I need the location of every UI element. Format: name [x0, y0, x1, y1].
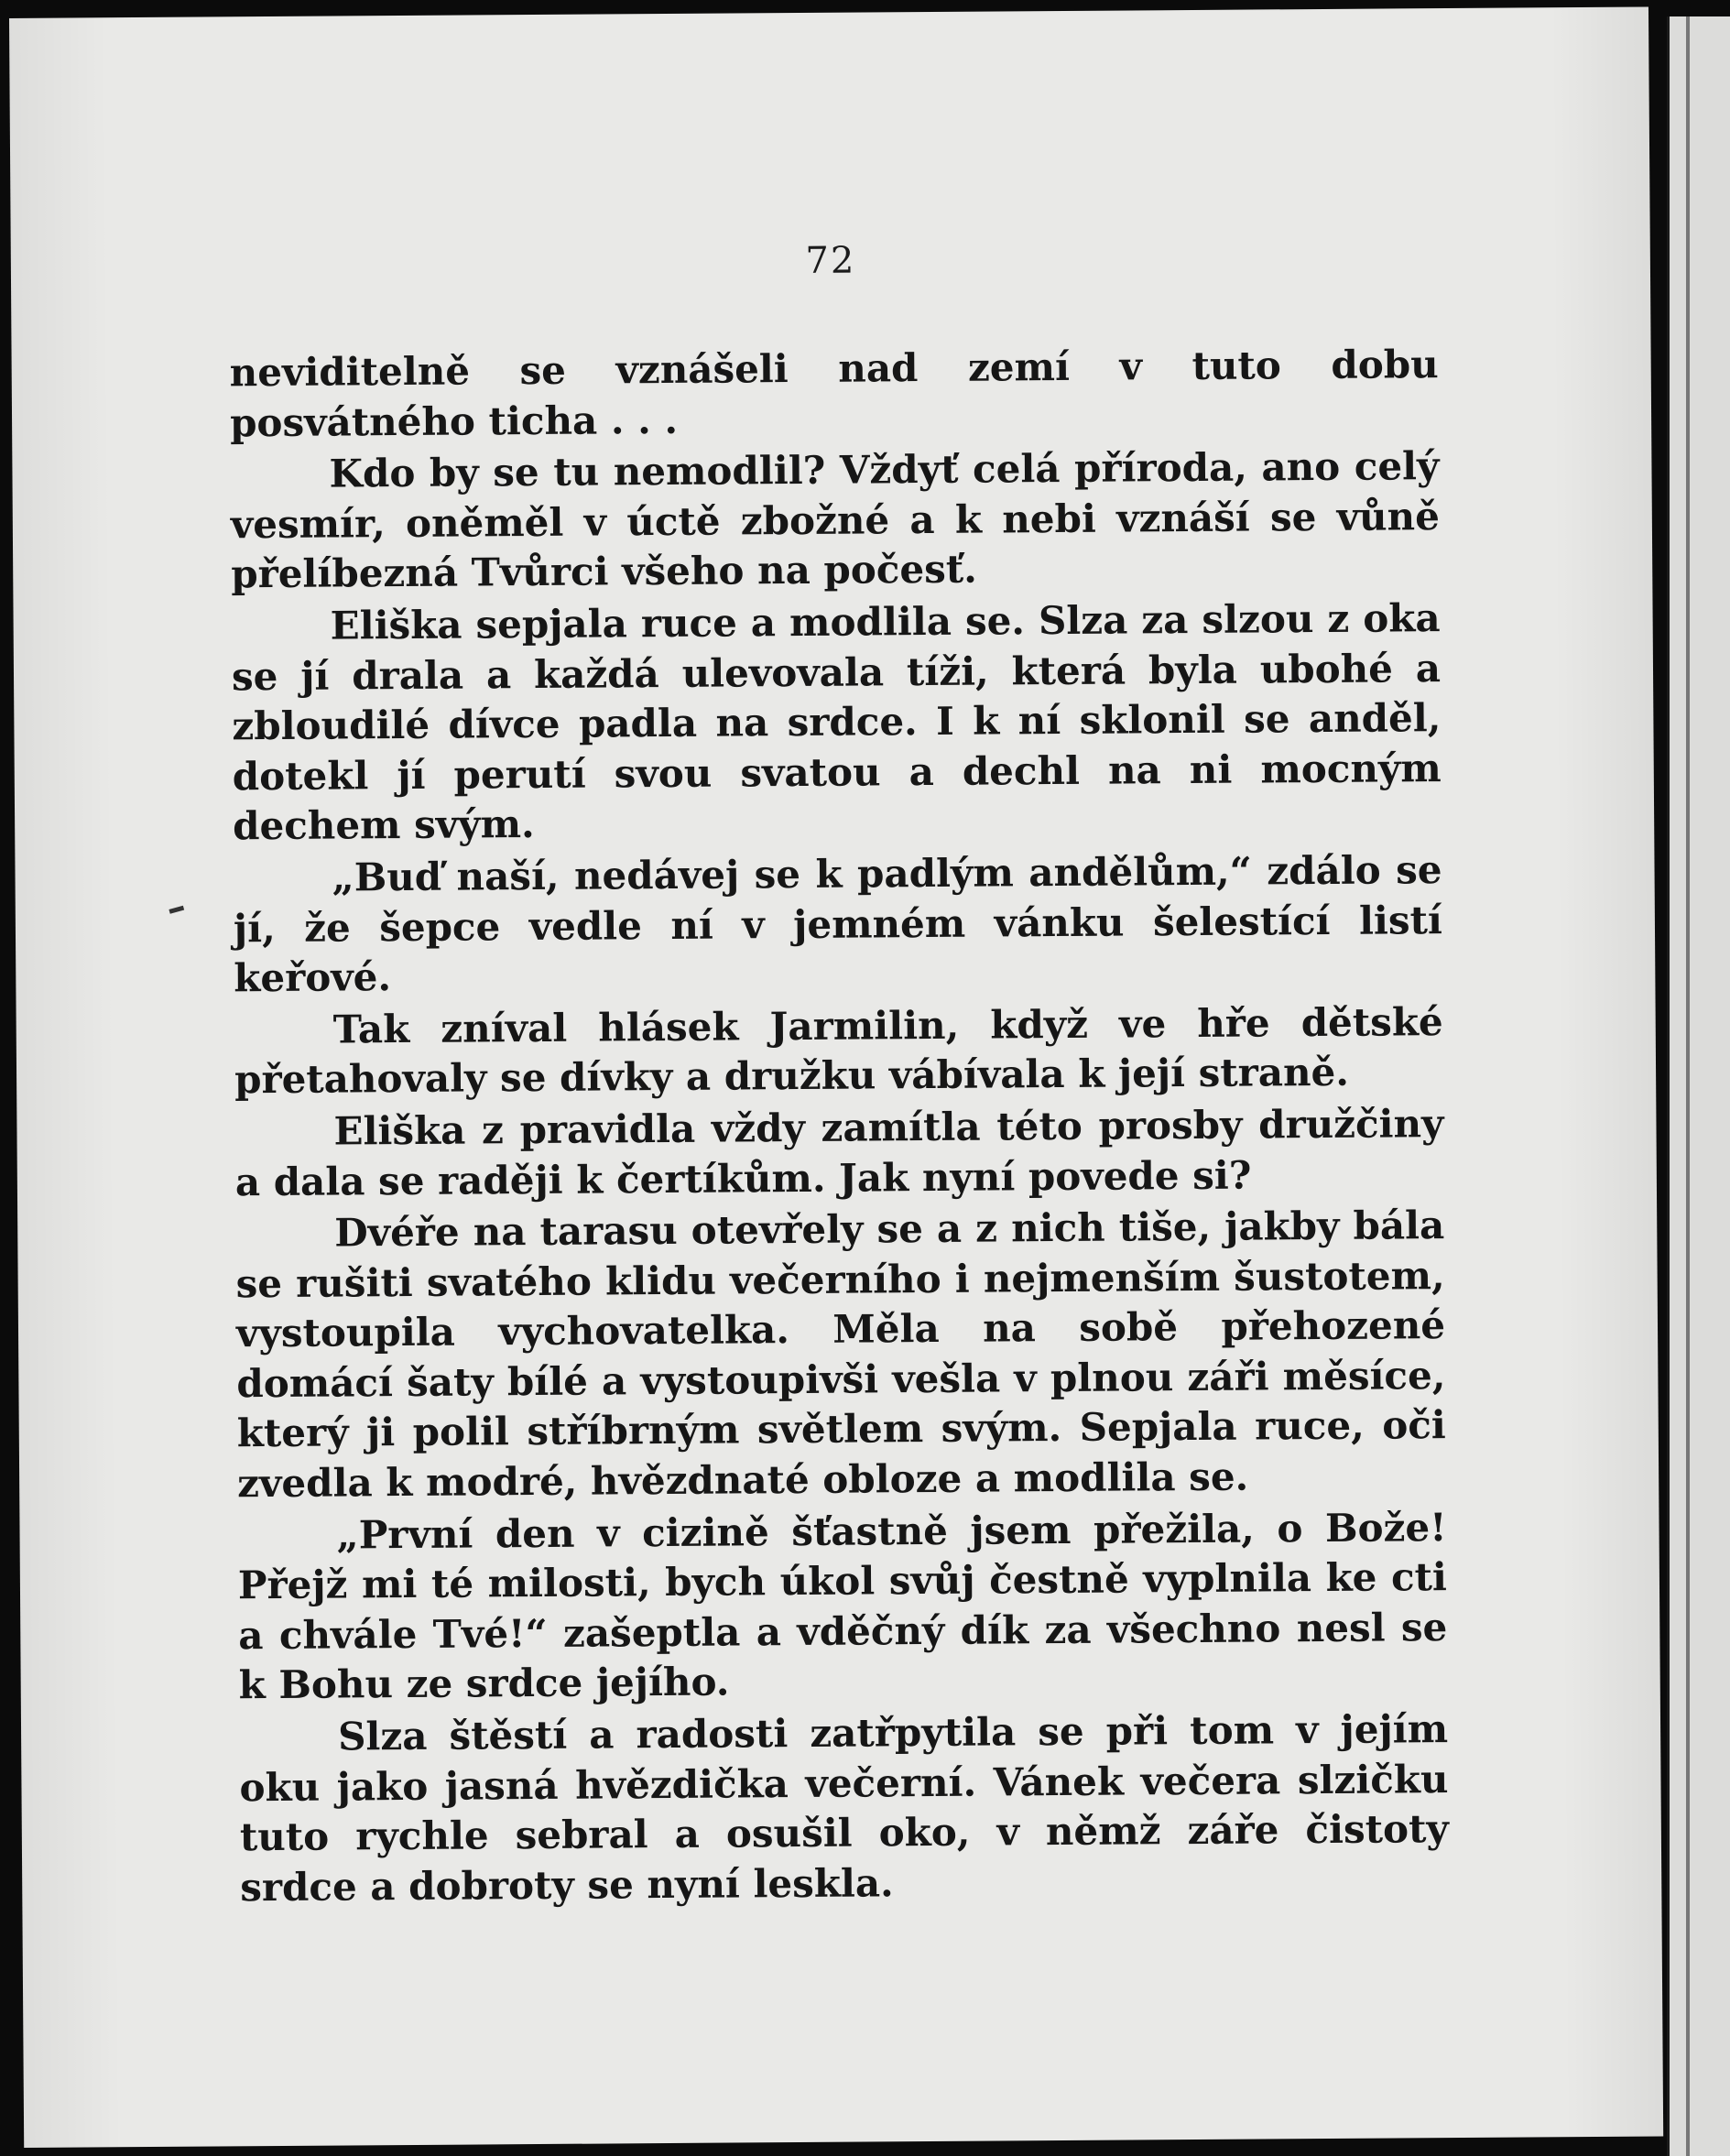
page-spine — [1686, 16, 1690, 2156]
paragraph-7: Dvéře na tarasu otevřely se a z nich tiše, jakby bála se rušiti svatého klidu večerního i nejmenším šustotem, vystoupila vychovatelka. Měla na sobě přehozené domácí šaty bílé a vystoupivši vešla v plnou záři měsíce, který ji polil stříbrným světlem svým. Sepjala ruce, oči zvedla k modré, hvězdnaté obloze a modlila se. — [235, 1203, 1446, 1507]
paragraph-6: Eliška z pravidla vždy zamítla této prosby družčiny a dala se raději k čertíkům. Jak nyní povede si? — [234, 1101, 1444, 1204]
book-page — [9, 7, 1663, 2148]
paragraph-5: Tak zníval hlásek Jarmilin, když ve hře dětské přetahovaly se dívky a družku vábívala k její straně. — [234, 998, 1443, 1103]
body-text — [230, 340, 1450, 1915]
paragraph-9: Slza štěstí a radosti zatřpytila se při tom v jejím oku jako jasná hvězdička večerní. Vánek večera slzičku tuto rychle sebral a osušil oko, v němž záře čistoty srdce a dobroty se nyní leskla. — [239, 1706, 1450, 1911]
adjacent-page-edge — [1667, 16, 1730, 2156]
paragraph-8: „První den v cizině šťastně jsem přežila, o Bože! Přejž mi té milosti, bych úkol svůj čestně vyplnila ke cti a chvále Tvé!“ zašeptla a vděčný dík za všechno nesl se k Bohu ze srdce jejího. — [237, 1504, 1448, 1708]
paragraph-4: „Buď naší, nedávej se k padlým andělům,“ zdálo se jí, že šepce vedle ní v jemném vánku šelestící listí keřové. — [233, 847, 1443, 1001]
page-number: 72 — [805, 239, 856, 282]
paragraph-2: Kdo by se tu nemodlil? Vždyť celá příroda, ano celý vesmír, oněměl v úctě zbožné a k nebi vznáší se vůně přelíbezná Tvůrci všeho na počesť. — [230, 443, 1441, 597]
paragraph-3: Eliška sepjala ruce a modlila se. Slza za slzou z oka se jí drala a každá ulevovala tíži, která byla ubohé a zbloudilé dívce padla na srdce. I k ní sklonil se anděl, dotekl jí perutí svou svatou a dechl na ni mocným dechem svým. — [231, 595, 1442, 849]
ink-mark — [169, 906, 184, 914]
paragraph-1: neviditelně se vznášeli nad zemí v tuto dobu posvátného ticha . . . — [229, 342, 1439, 445]
